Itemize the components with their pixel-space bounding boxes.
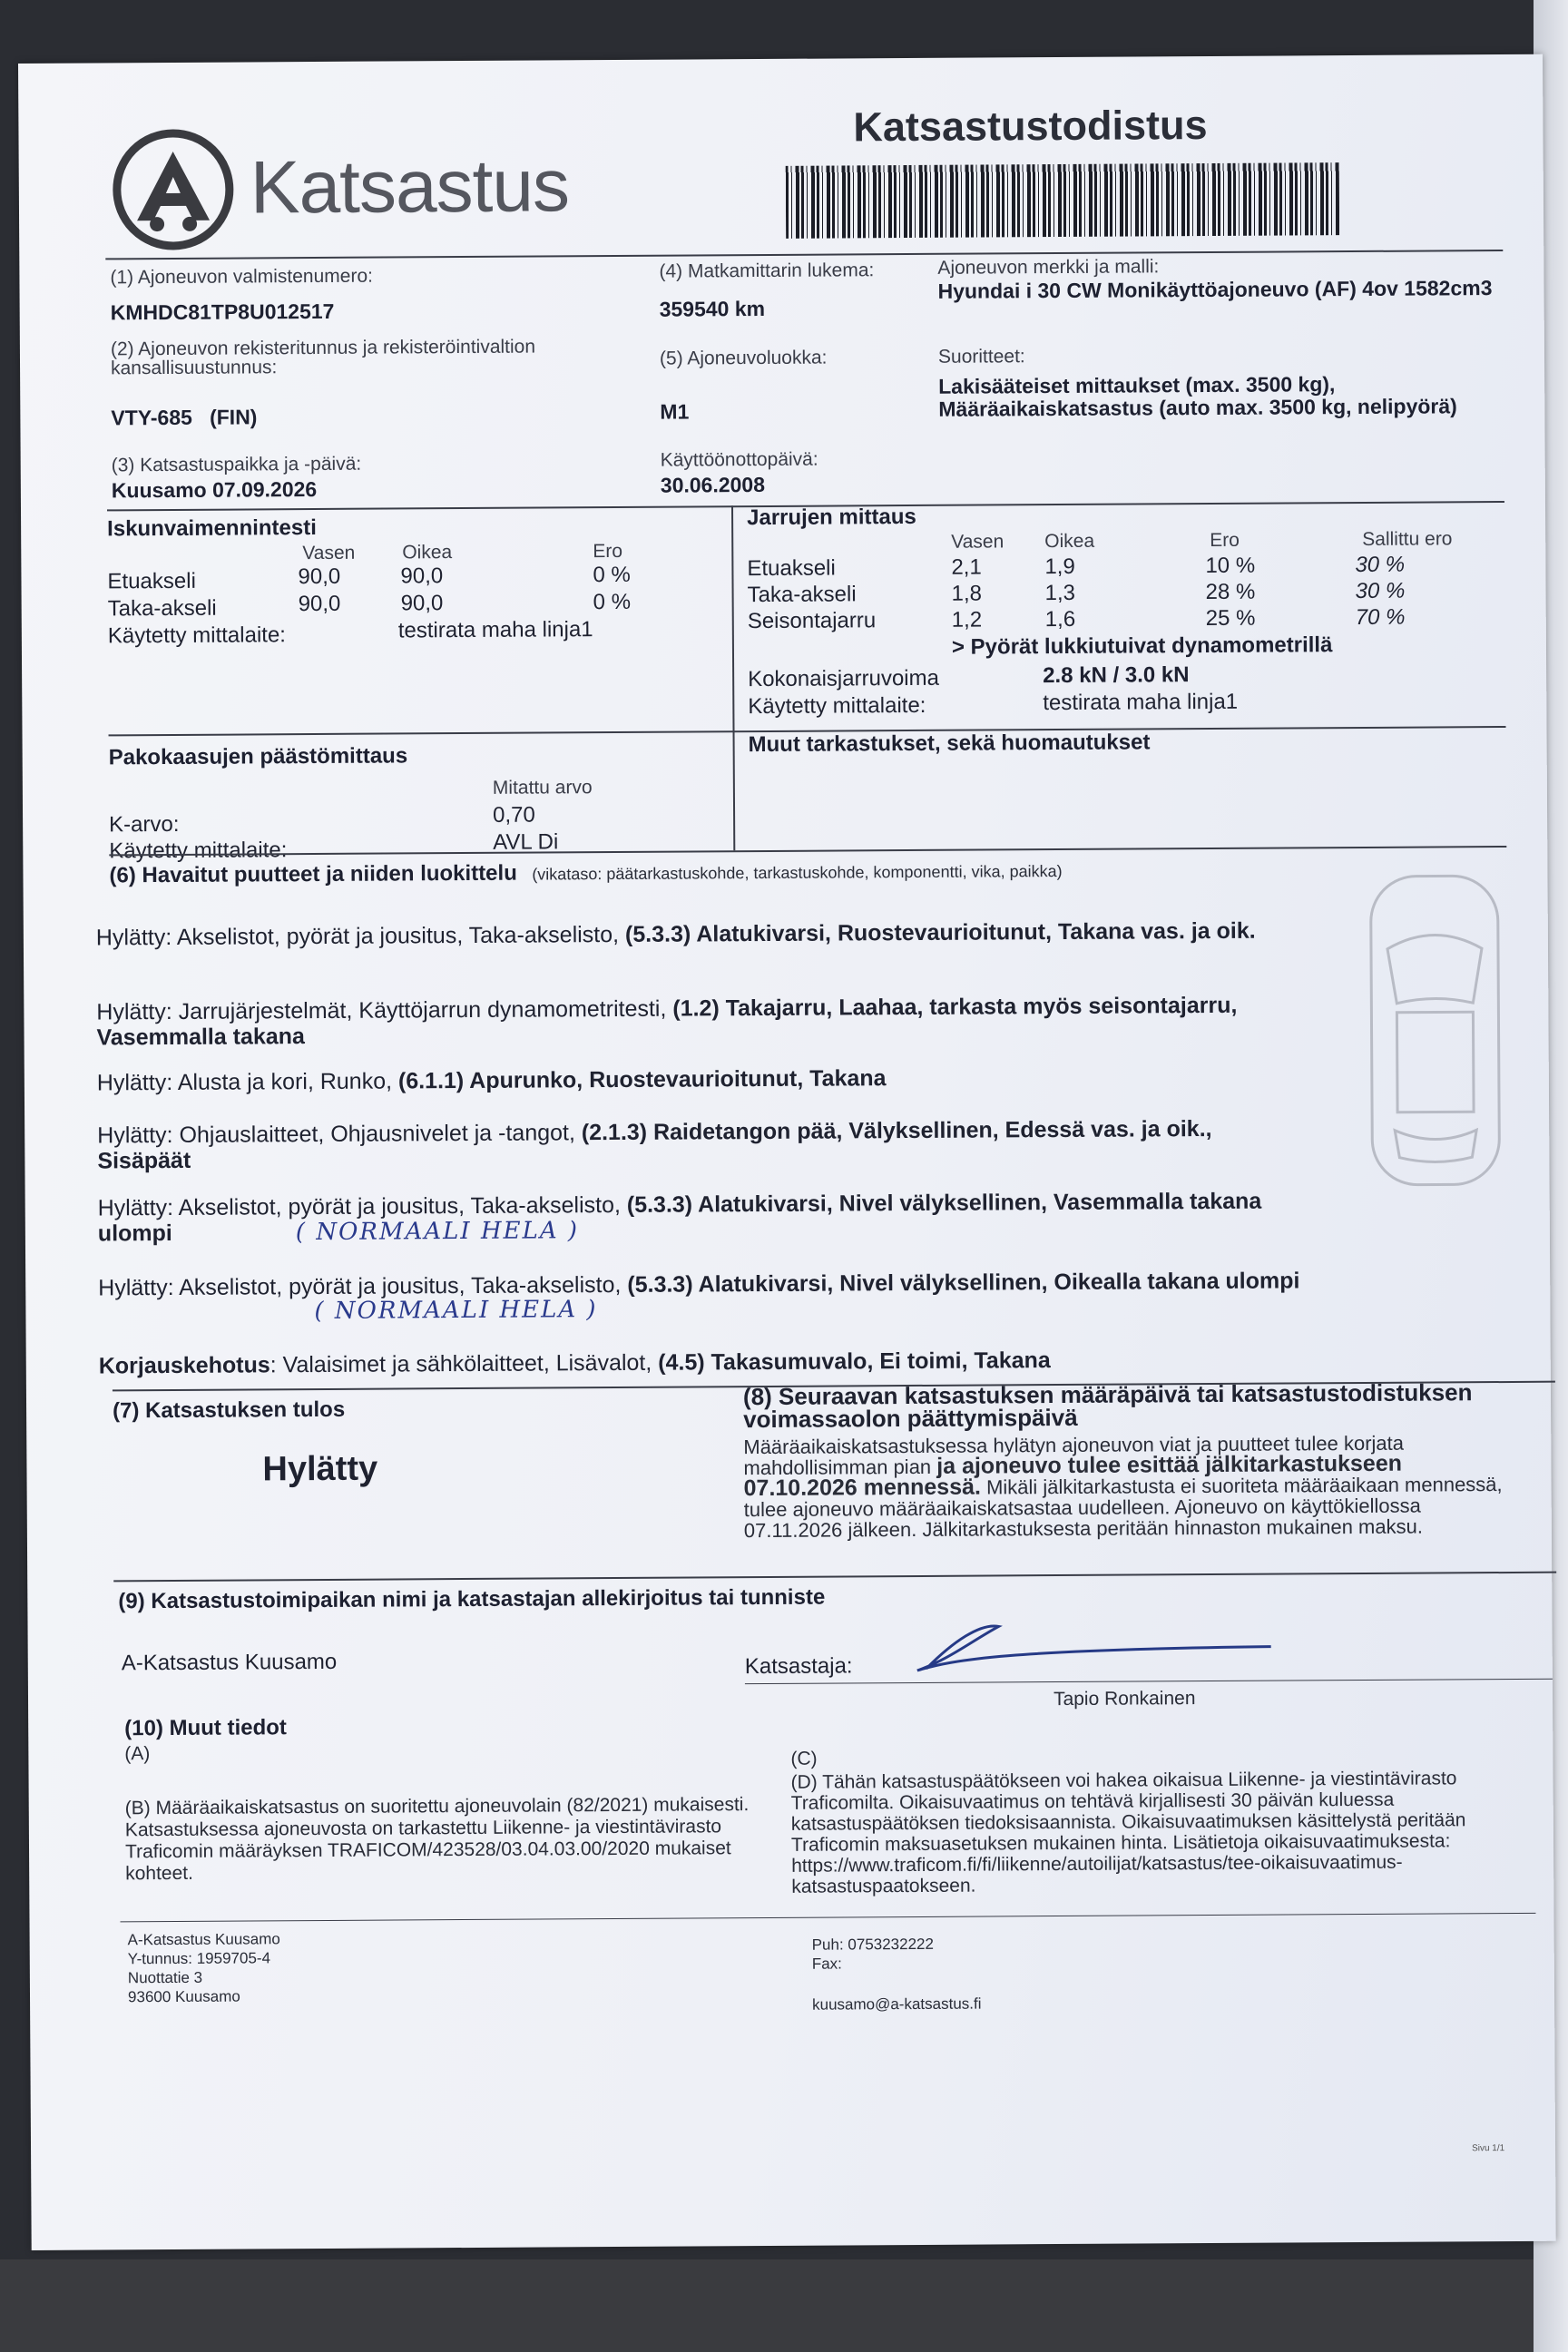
defect-area: : Valaisimet ja sähkölaitteet, Lisävalot,	[270, 1349, 659, 1378]
signature-icon	[898, 1612, 1279, 1688]
divider	[731, 505, 735, 850]
misc-c: (C)	[790, 1748, 818, 1769]
brakes-row-name: Seisontajarru	[747, 608, 877, 634]
shock-row-diff: 0 %	[593, 589, 632, 615]
result-value: Hylätty	[262, 1449, 378, 1489]
shock-row-name: Taka-akseli	[107, 595, 217, 622]
defect-item	[96, 993, 1276, 1051]
defect-detail: (5.3.3) Alatukivarsi, Nivel välyksellinen, Vasemmalla takana ulompi	[97, 1188, 1262, 1247]
defect-item	[96, 917, 1312, 950]
shock-row-name: Etuakseli	[107, 568, 196, 594]
misc-d: (D) Tähän katsastuspäätökseen voi hakea oikaisua Liikenne- ja viestintävirasto Traficomilta. Oikaisuvaatimus on tehtävä kirjallisesti 30 päivän kuluessa katsastuspäätöksen tiedoksisaannista. Oikaisuvaatimuksen käsittelystä peritään Traficomin maksuasetuksen mukainen hinta. Lisätietoja oikaisuvaatimuksesta: https://www.traficom.fi/fi/liikenne/autoilijat/katsastus/tee-oikaisuvaatimus-katsastuspaatokseen.	[790, 1768, 1466, 1897]
vin-label: (1) Ajoneuvon valmistenumero:	[110, 265, 373, 289]
done-value: Lakisääteiset mittaukset (max. 3500 kg), Määräaikaiskatsastus (auto max. 3500 kg, nelipyörä)	[938, 372, 1457, 421]
defect-detail: (2.1.3) Raidetangon pää, Välyksellinen, Edessä vas. ja oik., Sisäpäät	[97, 1115, 1212, 1174]
inspector-label: Katsastaja:	[744, 1653, 853, 1680]
inspector-name: Tapio Ronkainen	[1053, 1688, 1196, 1710]
defects-subtitle: (vikataso: päätarkastuskohde, tarkastuskohde, komponentti, vika, paikka)	[532, 861, 1063, 884]
brakes-title: Jarrujen mittaus	[746, 504, 916, 531]
intro-date-value: 30.06.2008	[660, 472, 766, 497]
misc-a: (A)	[124, 1743, 151, 1765]
result-title: (7) Katsastuksen tulos	[112, 1396, 346, 1424]
defect-area: : Akselistot, pyörät ja jousitus, Taka-akselisto,	[167, 1271, 628, 1301]
next-deadline: ja ajoneuvo tulee esittää jälkitarkastukseen 07.10.2026 mennessä.	[743, 1450, 1403, 1502]
vin-value: KMHDC81TP8U012517	[110, 299, 335, 325]
shock-row-left: 90,0	[298, 591, 341, 617]
footer-email: kuusamo@a-katsastus.fi	[812, 1994, 982, 2014]
brakes-row-left: 1,8	[951, 581, 983, 606]
shock-col-left: Vasen	[302, 542, 356, 564]
defect-item	[98, 1268, 1314, 1300]
brakes-col-right: Oikea	[1044, 530, 1095, 553]
defect-detail: (4.5) Takasumuvalo, Ei toimi, Takana	[658, 1348, 1051, 1376]
a-katsastus-logo-icon	[109, 126, 237, 254]
emission-device-value: AVL Di	[493, 829, 559, 855]
logo	[109, 123, 582, 253]
defect-level: Korjauskehotus	[98, 1352, 270, 1379]
brakes-row-allowed: 30 %	[1355, 552, 1406, 578]
class-value: M1	[660, 399, 690, 424]
reg-value: VTY-685 (FIN)	[111, 405, 258, 430]
make-value: Hyundai i 30 CW Monikäyttöajoneuvo (AF) 4ov 1582cm3	[937, 276, 1493, 303]
defect-level: Hylätty	[95, 925, 166, 951]
emission-k-value: 0,70	[492, 802, 535, 828]
footer-phone: Puh: 0753232222	[811, 1935, 934, 1954]
brakes-row-diff: 25 %	[1205, 605, 1256, 632]
defect-item	[97, 1063, 1349, 1095]
station-title: (9) Katsastustoimipaikan nimi ja katsastajan allekirjoitus tai tunniste	[118, 1584, 826, 1614]
brakes-row-allowed: 70 %	[1355, 604, 1406, 631]
brakes-total-value: 2.8 kN / 3.0 kN	[1043, 662, 1190, 689]
defect-area: : Ohjauslaitteet, Ohjausnivelet ja -tangot,	[166, 1120, 582, 1149]
brakes-row-diff: 28 %	[1205, 579, 1256, 605]
odometer-value: 359540 km	[659, 296, 766, 321]
defect-area: : Alusta ja kori, Runko,	[166, 1068, 399, 1096]
defect-area: : Akselistot, pyörät ja jousitus, Taka-akselisto,	[167, 1191, 627, 1221]
brakes-row-right: 1,9	[1044, 554, 1075, 580]
intro-date-label: Käyttöönottopäivä:	[660, 448, 818, 471]
footer-fax: Fax:	[811, 1955, 842, 1973]
footer-ytunnus: Y-tunnus: 1959705-4	[127, 1949, 271, 1968]
defect-area: : Akselistot, pyörät ja jousitus, Taka-akselisto,	[165, 921, 626, 951]
brakes-total-label: Kokonaisjarruvoima	[748, 665, 940, 692]
defects-header	[109, 856, 1379, 889]
defect-level: Hylätty	[96, 999, 166, 1025]
brakes-device-label: Käytetty mittalaite:	[748, 692, 926, 720]
reg-label: (2) Ajoneuvon rekisteritunnus ja rekisteröintivaltion kansallisuustunnus:	[110, 336, 536, 379]
shock-col-right: Oikea	[402, 542, 453, 564]
defect-detail: (5.3.3) Alatukivarsi, Ruostevaurioitunut, Takana vas. ja oik.	[624, 917, 1256, 947]
make-label: Ajoneuvon merkki ja malli:	[937, 256, 1160, 279]
next-text-1: Määräaikaiskatsastuksessa hylätyn ajoneuvon viat ja puutteet tulee korjata mahdollisimman pian	[743, 1431, 1405, 1480]
brakes-note: > Pyörät lukkiutuivat dynamometrillä	[951, 632, 1333, 660]
defect-detail: (6.1.1) Apurunko, Ruostevaurioitunut, Takana	[397, 1065, 887, 1094]
place-value: Kuusamo 07.09.2026	[111, 476, 318, 503]
page-number: Sivu 1/1	[1472, 2143, 1505, 2154]
brakes-row-name: Etuakseli	[747, 555, 836, 582]
defect-detail: (5.3.3) Alatukivarsi, Nivel välyksellinen, Oikealla takana ulompi	[627, 1268, 1300, 1298]
footer-company	[128, 1929, 281, 2006]
brakes-row-diff: 10 %	[1205, 553, 1256, 579]
brakes-row-right: 1,6	[1044, 606, 1076, 632]
divider	[109, 846, 1506, 856]
brakes-row-left: 2,1	[951, 554, 982, 580]
defect-area: : Jarrujärjestelmät, Käyttöjarrun dynamometritesti,	[165, 995, 673, 1025]
defect-level: Hylätty	[96, 1070, 167, 1096]
emission-col: Mitattu arvo	[492, 777, 593, 799]
station-name: A-Katsastus Kuusamo	[121, 1649, 338, 1676]
brakes-row-name: Taka-akseli	[747, 582, 857, 608]
footer-city: 93600 Kuusamo	[127, 1987, 240, 2006]
next-text-3: Mikäli jälkitarkastusta ei suoriteta määräaikaan mennessä, tulee ajoneuvo määräaikaiskatsastaa uudelleen. Ajoneuvo on käyttökiellossa 07.11.2026 jälkeen. Jälkitarkastuksesta peritään hinnaston mukainen maksu.	[743, 1473, 1503, 1543]
defect-detail: (1.2) Takajarru, Laahaa, tarkasta myös seisontajarru, Vasemmalla takana	[96, 992, 1238, 1051]
defects-title: (6) Havaitut puutteet ja niiden luokittelu	[109, 860, 517, 888]
brakes-col-allowed: Sallittu ero	[1362, 528, 1453, 550]
document-title: Katsastustodistus	[853, 101, 1208, 151]
defect-item	[99, 1346, 1351, 1378]
misc-title: (10) Muut tiedot	[124, 1715, 287, 1741]
next-inspection-text	[743, 1432, 1506, 1541]
footer-company-name: A-Katsastus Kuusamo	[127, 1930, 280, 1949]
emission-device-label: Käytetty mittalaite:	[109, 838, 288, 864]
defect-item	[98, 1188, 1332, 1246]
brakes-row-allowed: 30 %	[1355, 578, 1406, 604]
footer-contact	[812, 1935, 982, 2014]
next-inspection-title: (8) Seuraavan katsastuksen määräpäivä tai katsastustodistuksen voimassaolon päättymispäivä	[742, 1378, 1473, 1434]
emission-k-label: K-arvo:	[109, 811, 180, 838]
shock-device-value: testirata maha linja1	[397, 617, 593, 643]
shock-device-label: Käytetty mittalaite:	[107, 622, 287, 649]
shock-test-title: Iskunvaimennintesti	[107, 515, 317, 542]
brakes-row-left: 1,2	[951, 607, 983, 632]
defect-level: Hylätty	[97, 1122, 167, 1149]
desk-surface	[0, 2259, 1568, 2352]
shock-row-right: 90,0	[400, 564, 444, 589]
place-label: (3) Katsastuspaikka ja -päivä:	[111, 453, 362, 476]
divider	[121, 1913, 1536, 1923]
handwritten-note: ( NORMAALI HELA )	[314, 1296, 598, 1326]
inspection-certificate	[18, 54, 1556, 2250]
shock-row-left: 90,0	[298, 564, 341, 590]
car-diagram-icon	[1352, 867, 1517, 1194]
divider	[113, 1572, 1556, 1583]
footer-street: Nuottatie 3	[127, 1968, 203, 1987]
emission-title: Pakokaasujen päästömittaus	[108, 743, 408, 770]
odometer-label: (4) Matkamittarin lukema:	[659, 260, 875, 282]
other-checks-title: Muut tarkastukset, sekä huomautukset	[748, 730, 1151, 758]
brand-name: Katsastus	[250, 144, 570, 230]
done-label: Suoritteet:	[937, 346, 1025, 368]
defect-level: Hylätty	[98, 1275, 168, 1301]
shock-row-diff: 0 %	[593, 562, 631, 588]
barcode	[786, 162, 1339, 239]
defect-item	[97, 1115, 1295, 1173]
brakes-row-right: 1,3	[1044, 580, 1076, 606]
defect-level: Hylätty	[97, 1195, 168, 1221]
misc-b: (B) Määräaikaiskatsastus on suoritettu ajoneuvolain (82/2021) mukaisesti. Katsastuksessa ajoneuvosta on tarkastettu Liikenne- ja viestintävirasto Traficomin määräyksen TRAFICOM/423528/03.04.03.00/2020 mukaiset kohteet.	[124, 1794, 750, 1885]
class-label: (5) Ajoneuvoluokka:	[659, 347, 828, 369]
shock-col-diff: Ero	[593, 540, 623, 563]
brakes-col-diff: Ero	[1210, 529, 1240, 551]
handwritten-note: ( NORMAALI HELA )	[295, 1217, 580, 1247]
brakes-col-left: Vasen	[951, 531, 1004, 553]
shock-row-right: 90,0	[400, 591, 444, 616]
brakes-device-value: testirata maha linja1	[1043, 689, 1239, 716]
